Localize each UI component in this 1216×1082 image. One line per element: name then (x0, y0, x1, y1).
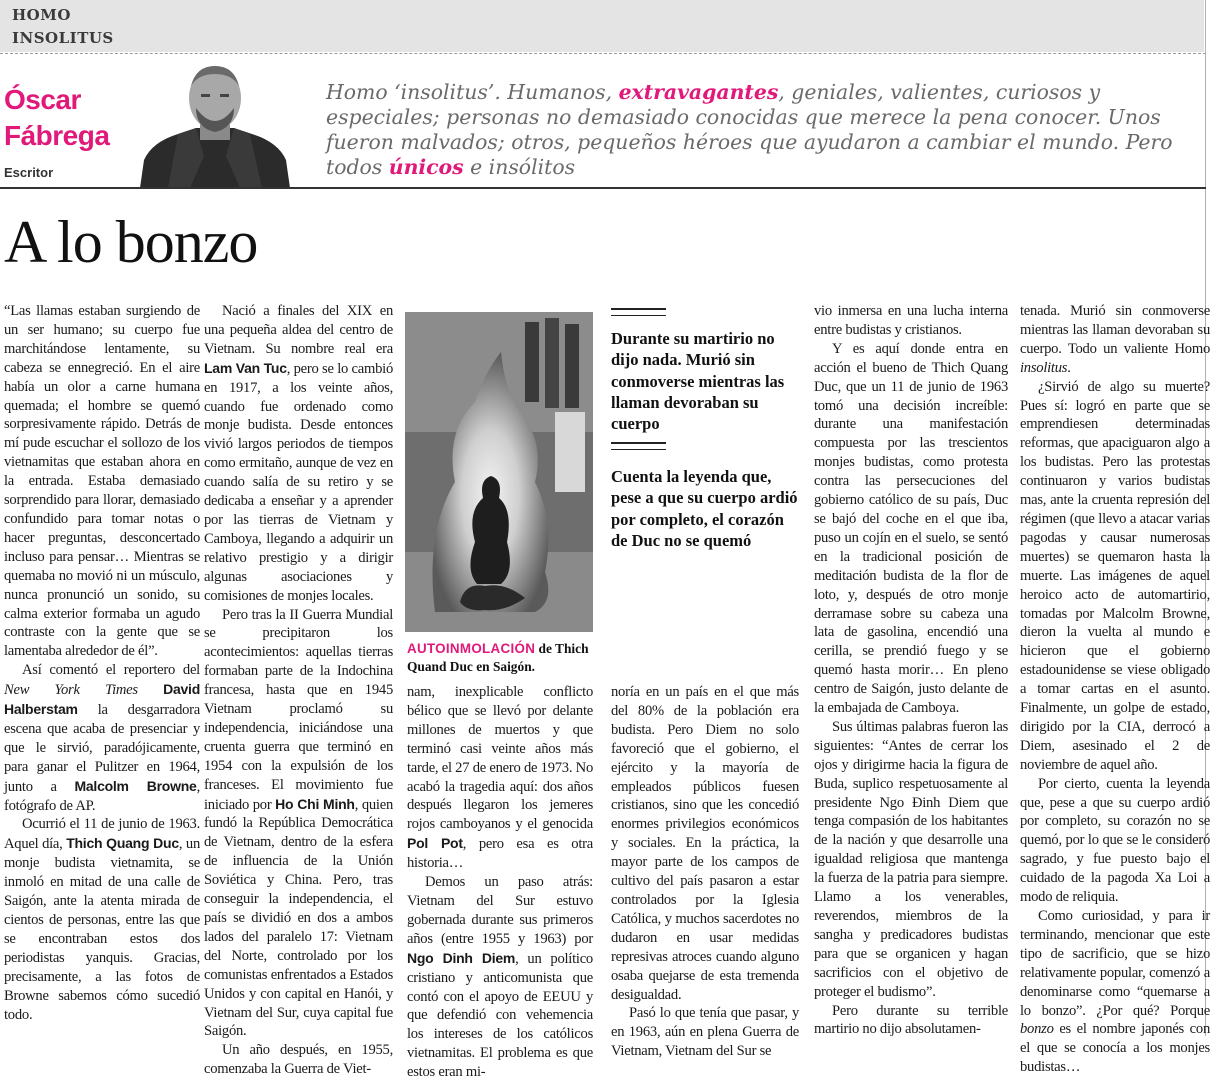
section-name-line1: HOMO (12, 6, 71, 24)
text: , un político cristiano y anticomunista que contó con el apoyo de EEUU y que defendió con vehemencia los intereses de los católicos vietnamitas. El problema es que estos eran mi- (407, 950, 593, 1081)
pull-quote: Durante su martirio no dijo nada. Murió sin conmoverse mientras las llaman devoraban su cuerpo (611, 329, 785, 434)
article-column-1 (4, 302, 200, 1024)
column-intro (326, 80, 1206, 180)
paragraph (407, 683, 593, 873)
person-name: Pol Pot (407, 835, 463, 852)
paragraph: “Las llamas estaban surgiendo de un ser humano; su cuerpo fue marchitándose lentamente, su cabeza se ennegreció. En el aire había un olor a carne humana quemada; el hombre se quemó sorpresivamente rápido. Detrás de mí pude escuchar el sollozo de los vietnamitas que estaban ahora en la entrada. Estaba demasiado sorprendido para llorar, demasiado confundido para tomar notas o hacer preguntas, desconcertado incluso para pensar… Mientras se quemaba no movió ni un músculo, nunca pronunció un sonido, su calma exterior formaba un agudo contraste con la gente que se lamentaba alrededor de él”. (4, 303, 200, 660)
text: . (1067, 359, 1071, 376)
paragraph (4, 815, 200, 1024)
person-name: David Halberstam (4, 681, 200, 718)
section-header-bar (0, 0, 1204, 52)
pull-quote: Cuenta la leyenda que, pese a que su cuerpo ardió por completo, el corazón de Duc no se quemó (611, 467, 798, 550)
text: es el nombre japonés con el que se conocía a los monjes budistas… (1020, 1021, 1210, 1076)
paragraph (1020, 302, 1210, 378)
article-column-6 (1020, 302, 1210, 1077)
text (138, 682, 163, 698)
text: Ocurrió el 11 de junio de 1963. Aquel día, (4, 816, 200, 853)
text: Pero tras la II Guerra Mundial se precipitaron los acontecimientos: aquellas tierras formaban parte de la Indochina francesa, hasta que en 1945 Vietnam proclamó su independencia, iniciándose una cruenta guerra que terminó en 1954 con la expulsión de los franceses. El movimiento fue iniciado por (204, 606, 393, 813)
paragraph: Pasó lo que tenía que pasar, y en 1963, aún en plena Guerra de Vietnam, Vietnam del Sur se (611, 1005, 799, 1060)
paragraph (4, 661, 200, 815)
article-photo (405, 312, 593, 632)
person-name: Lam Van Tuc (204, 359, 287, 376)
text: , pero se lo cambió en 1917, a los veinte años, cuando fue ordenado como monje budista. Desde entonces vivió largos periodos de tiempos como ermitaño, aunque de vez en cuando salía de su retiro y se dedicaba a enseñar y a aprender por las tierras de Vietnam y Camboya, llegando a adquirir un relativo prestigio y a dirigir algunas asociaciones y comisiones de monjes locales. (204, 360, 393, 604)
pull-quote-rule (611, 315, 666, 316)
author-role: Escritor (4, 165, 54, 180)
author-portrait (138, 60, 290, 188)
paragraph: Pero durante su terrible martirio no dijo absolutamen- (814, 1002, 1008, 1038)
photo-caption (407, 640, 595, 676)
text: nam, inexplicable conflicto bélico que se llevó por delante millones de muertos y que terminó casi veinte años más tarde, el 27 de enero de 1973. No acabó la tragedia aquí: dos años después llegaron los jemeres rojos camboyanos y el genocida (407, 684, 593, 833)
caption-keyword: AUTOINMOLACIÓN (407, 641, 536, 656)
paragraph (204, 302, 393, 606)
intro-text-1: Homo ‘insolitus’. Humanos, (326, 80, 619, 104)
article-column-3 (407, 683, 593, 1082)
intro-highlight-1: extravagantes (618, 80, 779, 104)
author-first-name: Óscar (4, 84, 81, 115)
paragraph (407, 873, 593, 1082)
header-divider (0, 53, 1206, 54)
text: Así comentó el reportero del (22, 662, 200, 679)
article-headline: A lo bonzo (4, 209, 258, 275)
article-column-4 (611, 683, 799, 1061)
pull-quote-rule (611, 449, 666, 450)
italic-term: insolitus (1020, 359, 1068, 376)
text: , quien fundó la República Democrática de Vietnam, dentro de la esfera de influencia de la Unión Soviética y China. Pero, tras conseguir la independencia, el país se dividió en dos a ambos lados del paralelo 17: Vietnam del Norte, controlado por los comunistas enfrentados a Estados Unidos y con capital en Hanói, y Vietnam del Sur, cuya capital fue Saigón. (204, 796, 393, 1040)
paragraph: Sus últimas palabras fueron las siguientes: “Antes de cerrar los ojos y dirigirme hacia la figura de Buda, suplico respetuosamente al presidente Ngo Đinh Diem que tenga compasión de los habitantes de la nación y que desarrolle una igualdad religiosa que mantenga la fuerza de la patria para siempre. Llamo a los venerables, reverendos, miembros de la sangha y predicadores budistas para que se organicen y hagan sacrificios con el objetivo de proteger el budismo”. (814, 718, 1008, 1000)
intro-text-2: , geniales, valientes, curiosos y especiales; personas no demasiado conocidas que merece la pena conocer. Unos fueron malvados; otros, pequeños héroes que ayudaron a cambiar el mundo. Pero todos (326, 80, 1173, 179)
pull-quote-rule (611, 442, 666, 444)
paragraph: Un año después, en 1955, comenzaba la Guerra de Viet- (204, 1042, 393, 1078)
intro-highlight-2: únicos (388, 155, 464, 179)
text: tenada. Murió sin conmoverse mientras las llaman devoraban su cuerpo. Todo un valiente Homo (1020, 303, 1210, 357)
text: , pero esa es otra historia… (407, 836, 593, 872)
author-last-name: Fábrega (4, 120, 110, 151)
article-column-5 (814, 302, 1008, 1039)
paragraph: vio inmersa en una lucha interna entre budistas y cristianos. (814, 303, 1008, 338)
intro-text-3: e insólitos (463, 155, 576, 179)
text: Demos un paso atrás: Vietnam del Sur estuvo gobernada durante sus primeros años (entre 1955 y 1963) por (407, 874, 593, 947)
text: la desgarradora escena que acaba de presenciar y que le sirvió, paradójicamente, para ganar el Pulitzer en 1964, junto a (4, 702, 200, 795)
section-name-line2: INSOLITUS (12, 29, 114, 47)
paragraph (1020, 907, 1210, 1077)
text: , un monje budista vietnamita, se inmoló en mitad de una calle de Saigón, ante la atenta mirada de cientos de personas, entre las que se encontraban estos dos periodistas yanquis. Gracias, precisamente, a las fotos de Browne sabemos cómo sucedió todo. (4, 836, 201, 1023)
person-name: Ngo Dinh Diem (407, 949, 516, 966)
paragraph: Y es aquí donde entra en acción el bueno de Thich Quang Duc, que un 11 de junio de 1963 tomó una decisión increíble: durante una manifestación compuesta por las trescientos monjes budistas, como protesta contra las persecuciones del gobierno católico de su país, Duc se bajó del coche en el que iba, puso un cojín en el suelo, se sentó en la tradicional posición de meditación budista de la flor de loto, y, después de otro monje derramase sobre su cabeza una lata de gasolina, encendió una cerilla, se prendió fuego y se quemó hasta morir… En pleno centro de Saigón, justo delante de la embajada de Camboya. (814, 340, 1008, 717)
paragraph (204, 606, 393, 1042)
paragraph: Por cierto, cuenta la leyenda que, pese a que su cuerpo ardió por completo, su corazón no se quemó, por lo que se le consideró sagrado, y fue puesto bajo el cuidado de la pagoda Xa Loi a modo de reliquia. (1020, 775, 1210, 906)
text: Nació a finales del XIX en una pequeña aldea del centro de Vietnam. Su nombre real era (204, 303, 393, 357)
header-rule (0, 187, 1206, 189)
newspaper-name: New York Times (4, 682, 138, 699)
paragraph: noría en un país en el que más del 80% de la población era budista. Pero Diem no solo favoreció que el gobierno, el ejército y la mayoría de empleados públicos fuesen cristianos, sino que les concedió enormes privilegios económicos y sociales. En la práctica, la mayor parte de los campos de cultivo del país pasaron a estar controlados por la Iglesia Católica, y muchos sacerdotes no dudaron en usar medidas represivas atroces cuando alguno osaba quejarse de esta tremenda desigualdad. (611, 684, 799, 1003)
text: Como curiosidad, y para ir terminando, mencionar que este tipo de sacrificio, que se hizo relativamente popular, comenzó a denominarse como “quemarse a lo bonzo”. ¿Por qué? Porque (1020, 908, 1210, 1019)
pull-quote-rule (611, 308, 666, 310)
person-name: Malcolm Browne (74, 777, 197, 794)
caption-text: de Thich Quand Duc en Saigón. (407, 641, 589, 674)
person-name: Ho Chi Minh (275, 795, 355, 812)
italic-term: bonzo (1020, 1021, 1054, 1038)
paragraph: ¿Sirvió de algo su muerte? Pues sí: logró en parte que se emprendiesen determinadas reformas, que apaciguaron algo a los budistas. Pero las protestas continuaron y varios budistas mas, ante la cruenta represión del régimen (que llevo a atacar varias pagodas y causar numerosas muertes) se quemaron hasta la muerte. Las imágenes de aquel heroico acto de automartirio, tomadas por Malcolm Browne, dieron la vuelta al mundo e hicieron que el gobierno estadounidense se viese obligado a tomar cartas en el asunto. Finalmente, un golpe de estado, dirigido por la CIA, derrocó a Diem, asesinado el 2 de noviembre de aquel año. (1020, 378, 1210, 773)
person-name: Thich Quang Duc (66, 835, 179, 852)
text: , fotógrafo de AP. (4, 778, 200, 814)
article-column-2 (204, 302, 393, 1079)
